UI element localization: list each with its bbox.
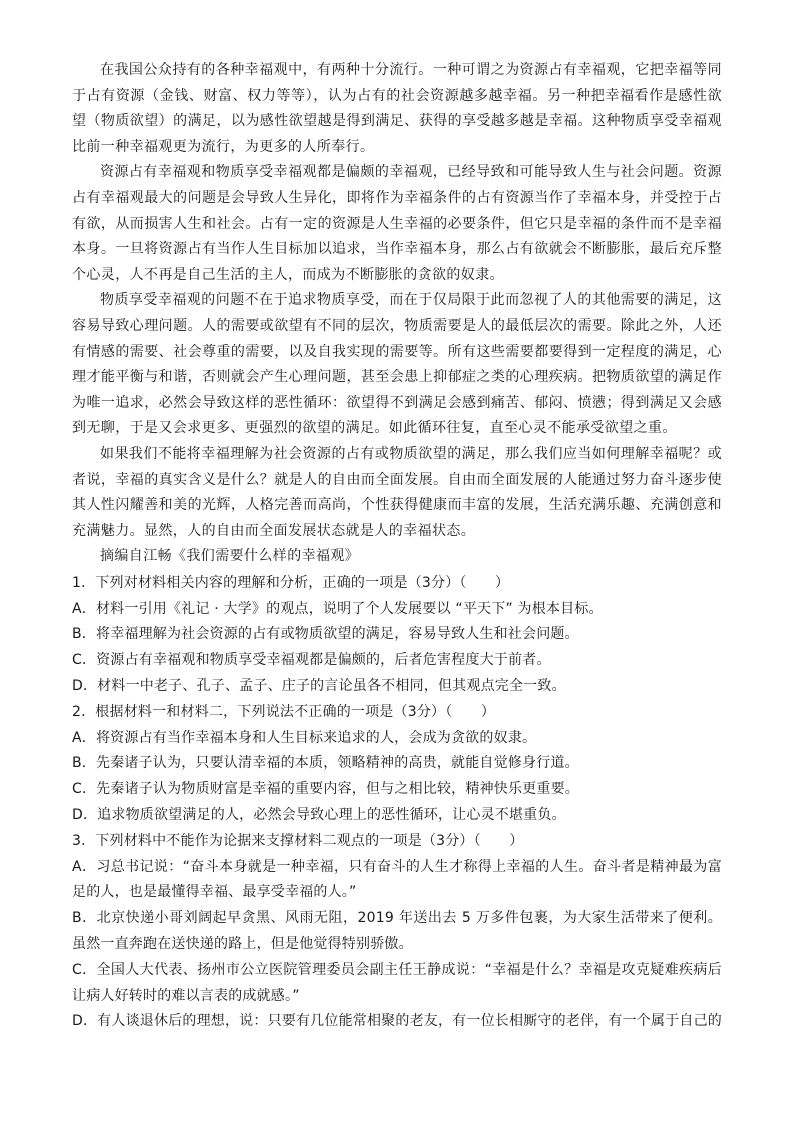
question-1-stem: 1．下列对材料相关内容的理解和分析，正确的一项是（3分）（ ） xyxy=(72,574,510,591)
question-1-option-b: B．将幸福理解为社会资源的占有或物质欲望的满足，容易导致人生和社会问题。 xyxy=(72,626,579,643)
question-2-stem: 2．根据材料一和材料二，下列说法不正确的一项是（3分）（ ） xyxy=(72,703,496,720)
passage-source: 摘编自江畅《我们需要什么样的幸福观》 xyxy=(100,548,360,565)
passage-paragraph-4: 如果我们不能将幸福理解为社会资源的占有或物质欲望的满足，那么我们应当如何理解幸福呢？或者说，幸福的真实含义是什么？就是人的自由而全面发展。自由而全面发展的人能通过努力奋斗逐步使其人性闪耀善和美的光辉，人格完善而高尚，个性获得健康而丰富的发展，生活充满乐趣、充满创意和充满魅力。显然，人的自由而全面发展状态就是人的幸福状态。 xyxy=(72,445,722,539)
document-page xyxy=(72,58,722,1035)
question-3-option-d: D．有人谈退休后的理想，说：只要有几位能常相聚的老友，有一位长相厮守的老伴，有一个属于自己的 xyxy=(72,1013,722,1030)
question-1-option-c: C．资源占有幸福观和物质享受幸福观都是偏颇的，后者危害程度大于前者。 xyxy=(72,652,551,669)
question-section xyxy=(72,571,722,1035)
question-1-option-a: A．材料一引用《礼记 · 大学》的观点，说明了个人发展要以 “平天下” 为根本目标。 xyxy=(72,600,603,617)
passage-paragraph-2: 资源占有幸福观和物质享受幸福观都是偏颇的幸福观，已经导致和可能导致人生与社会问题。资源占有幸福观最大的问题是会导致人生异化，即将作为幸福条件的占有资源当作了幸福本身，并受控于占有欲，从而损害人生和社会。占有一定的资源是人生幸福的必要条件，但它只是幸福的条件而不是幸福本身。一旦将资源占有当作人生目标加以追求，当作幸福本身，那么占有欲就会不断膨胀，最后充斥整个心灵，人不再是自己生活的主人，而成为不断膨胀的贪欲的奴隶。 xyxy=(72,164,722,283)
passage-paragraph-3: 物质享受幸福观的问题不在于追求物质享受，而在于仅局限于此而忽视了人的其他需要的满足，这容易导致心理问题。人的需要或欲望有不同的层次，物质需要是人的最低层次的需要。除此之外，人还有情感的需要、社会尊重的需要，以及自我实现的需要等。所有这些需要都要得到一定程度的满足，心理才能平衡与和谐，否则就会产生心理问题，甚至会患上抑郁症之类的心理疾病。把物质欲望的满足作为唯一追求，必然会导致这样的恶性循环：欲望得不到满足会感到痛苦、郁闷、愤懑；得到满足又会感到无聊，于是又会求更多、更强烈的欲望的满足。如此循环往复，直至心灵不能承受欲望之重。 xyxy=(72,292,722,437)
reading-passage xyxy=(72,58,722,570)
question-1-option-d: D．材料一中老子、孔子、孟子、庄子的言论虽各不相同，但其观点完全一致。 xyxy=(72,678,566,695)
question-2-option-c: C．先秦诸子认为物质财富是幸福的重要内容，但与之相比较，精神快乐更重要。 xyxy=(72,781,579,798)
question-3-stem: 3．下列材料中不能作为论据来支撑材料二观点的一项是（3分）（ ） xyxy=(72,832,524,849)
question-2-option-d: D．追求物质欲望满足的人，必然会导致心理上的恶性循环，让心灵不堪重负。 xyxy=(72,807,566,824)
question-3-option-a: A．习总书记说：“奋斗本身就是一种幸福，只有奋斗的人生才称得上幸福的人生。奋斗者是精神最为富足的人，也是最懂得幸福、最享受幸福的人。” xyxy=(72,858,722,901)
question-3-option-c: C．全国人大代表、扬州市公立医院管理委员会副主任王静成说：“幸福是什么？幸福是攻克疑难疾病后让病人好转时的难以言表的成就感。” xyxy=(72,961,722,1004)
question-2-option-a: A．将资源占有当作幸福本身和人生目标来追求的人，会成为贪欲的奴隶。 xyxy=(72,729,537,746)
question-3-option-b: B．北京快递小哥刘阔起早贪黑、风雨无阻，2019 年送出去 5 万多件包裹，为大家生活带来了便利。虽然一直奔跑在送快递的路上，但是他觉得特别骄傲。 xyxy=(72,910,722,953)
passage-paragraph-1: 在我国公众持有的各种幸福观中，有两种十分流行。一种可谓之为资源占有幸福观，它把幸福等同于占有资源（金钱、财富、权力等等），认为占有的社会资源越多越幸福。另一种把幸福看作是感性欲望（物质欲望）的满足，以为感性欲望越是得到满足、获得的享受越多越是幸福。这种物质享受幸福观比前一种幸福观更为流行，为更多的人所奉行。 xyxy=(72,62,722,155)
question-2-option-b: B．先秦诸子认为，只要认清幸福的本质，领略精神的高贵，就能自觉修身行道。 xyxy=(72,755,579,772)
